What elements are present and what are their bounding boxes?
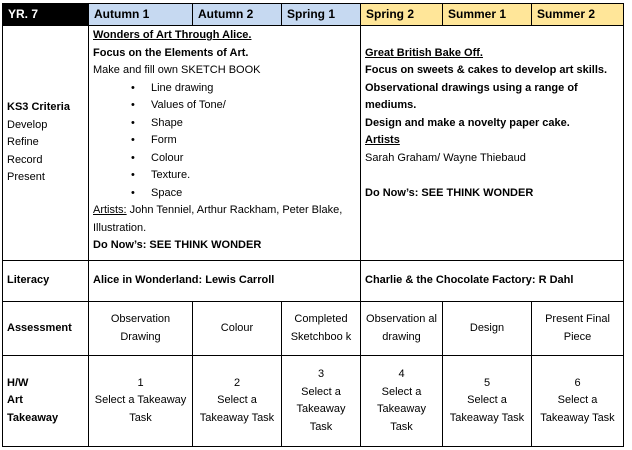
assessment-summer-2: Present Final Piece <box>532 302 624 356</box>
term-spring-2: Spring 2 <box>361 4 443 26</box>
list-item: • Shape <box>131 115 356 133</box>
list-item: • Values of Tone/ <box>131 97 356 115</box>
literacy-right: Charlie & the Chocolate Factory: R Dahl <box>361 261 624 302</box>
criteria-item-present: Present <box>7 171 45 184</box>
right-do-nows: Do Now’s: SEE THINK WONDER <box>365 186 534 199</box>
term-summer-2: Summer 2 <box>532 4 624 26</box>
criteria-label-cell <box>3 26 89 261</box>
assessment-spring-2: Observation al drawing <box>361 302 443 356</box>
bullet-icon: • <box>131 116 135 129</box>
left-do-nows: Do Now’s: SEE THINK WONDER <box>93 239 262 251</box>
homework-row <box>3 356 624 447</box>
left-topic-title: Wonders of Art Through Alice. <box>93 29 252 41</box>
assessment-autumn-1: Observation Drawing <box>89 302 193 356</box>
bullet-icon: • <box>131 134 135 146</box>
header-row <box>3 4 624 26</box>
autumn-spring-content <box>89 26 361 261</box>
left-artists <box>93 202 356 237</box>
left-artists-text: John Tenniel, Arthur Rackham, Peter Blake, Illustration. <box>93 204 343 234</box>
homework-task-2: 2 Select a Takeaway Task <box>193 356 282 447</box>
right-line-2: Observational drawings using a range of mediums. <box>365 81 578 111</box>
assessment-label: Assessment <box>3 302 89 356</box>
list-item: • Space <box>131 185 356 203</box>
literacy-left: Alice in Wonderland: Lewis Carroll <box>89 261 361 302</box>
right-line-3: Design and make a novelty paper cake. <box>365 116 570 129</box>
right-topic-title: Great British Bake Off. <box>365 46 483 59</box>
term-summer-1: Summer 1 <box>443 4 532 26</box>
literacy-row <box>3 261 624 302</box>
bullet-icon: • <box>131 151 135 164</box>
homework-task-3: 3 Select a Takeaway Task <box>282 356 361 447</box>
assessment-autumn-2: Colour <box>193 302 282 356</box>
literacy-label: Literacy <box>3 261 89 302</box>
homework-task-6: 6 Select a Takeaway Task <box>532 356 624 447</box>
bullet-icon: • <box>131 81 135 94</box>
left-artists-label: Artists: <box>93 204 127 216</box>
term-autumn-2: Autumn 2 <box>193 4 282 26</box>
homework-task-4: 4 Select a Takeaway Task <box>361 356 443 447</box>
spring-summer-content <box>361 26 624 261</box>
term-autumn-1: Autumn 1 <box>89 4 193 26</box>
right-line-1: Focus on sweets & cakes to develop art skills. <box>365 64 608 76</box>
homework-label: H/W Art Takeaway <box>3 356 89 447</box>
left-focus: Focus on the Elements of Art. <box>93 46 249 59</box>
list-item: • Line drawing <box>131 80 356 98</box>
year7-curriculum-table <box>2 3 624 447</box>
left-sketchbook: Make and fill own SKETCH BOOK <box>93 64 261 76</box>
right-artists-text: Sarah Graham/ Wayne Thiebaud <box>365 151 526 164</box>
elements-list <box>93 80 356 203</box>
criteria-item-develop: Develop <box>7 118 48 131</box>
criteria-label-title: KS3 Criteria <box>7 101 70 114</box>
assessment-spring-1: Completed Sketchboo k <box>282 302 361 356</box>
year-label: YR. 7 <box>3 4 89 26</box>
right-artists-label: Artists <box>365 134 400 146</box>
term-spring-1: Spring 1 <box>282 4 361 26</box>
criteria-row <box>3 26 624 261</box>
bullet-icon: • <box>131 169 135 181</box>
list-item: • Colour <box>131 150 356 168</box>
bullet-icon: • <box>131 186 135 199</box>
bullet-icon: • <box>131 99 135 111</box>
assessment-summer-1: Design <box>443 302 532 356</box>
list-item: • Texture. <box>131 167 356 185</box>
homework-task-1: 1 Select a Takeaway Task <box>89 356 193 447</box>
homework-task-5: 5 Select a Takeaway Task <box>443 356 532 447</box>
list-item: • Form <box>131 132 356 150</box>
criteria-item-refine: Refine <box>7 136 39 149</box>
assessment-row <box>3 302 624 356</box>
criteria-item-record: Record <box>7 153 43 166</box>
